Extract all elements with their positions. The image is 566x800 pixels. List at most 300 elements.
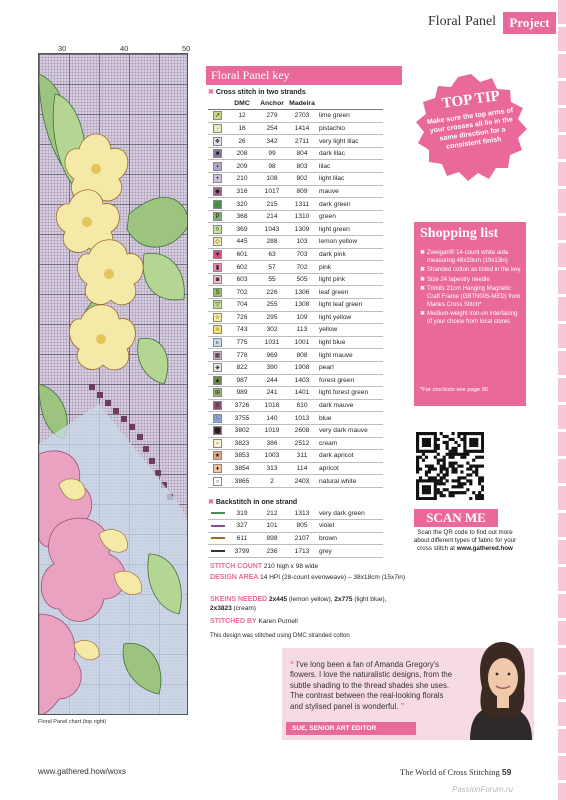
madeira-code: 311 [287,450,317,463]
anchor-code: 214 [257,210,287,223]
stockists-note: *For stockists see page 90 [420,387,489,393]
dmc-code: 3799 [227,545,257,558]
key-row [208,336,383,349]
page-number: 59 [501,767,512,777]
key-row [208,248,383,261]
skein-desc: (light blue), [354,596,387,603]
cross-stitch-chart [38,53,188,715]
thread-name: light green [317,223,383,236]
symbol-column-header [208,97,227,110]
madeira-code: 1908 [287,361,317,374]
key-row [208,122,383,135]
thread-symbol [208,236,227,249]
color-swatch: ♥ [213,250,222,259]
color-swatch: ♦ [213,464,222,473]
anchor-code: 1043 [257,223,287,236]
dmc-code: 316 [227,185,257,198]
thread-name: light blue [317,336,383,349]
backstitch-key-table [208,507,383,558]
line-swatch [211,550,225,552]
qr-code[interactable] [416,432,484,500]
shopping-list-title: Shopping list [414,222,526,246]
madeira-code: 2107 [287,532,317,545]
stitch-count [210,563,406,572]
thread-note: This design was stitched using DMC stranded cotton [210,633,350,639]
thread-symbol [208,248,227,261]
madeira-code: 1403 [287,374,317,387]
anchor-code: 57 [257,261,287,274]
key-row [208,361,383,374]
stitched-by-label: STITCHED BY [210,618,257,625]
key-row [208,198,383,211]
dmc-code: 704 [227,299,257,312]
color-swatch: ▲ [214,377,221,384]
skeins-needed [210,596,406,613]
editor-quote [290,660,458,712]
thread-name: lime green [317,110,383,123]
project-tab: Project [503,12,556,34]
anchor-code: 1003 [257,450,287,463]
thread-symbol [208,286,227,299]
dmc-code: 989 [227,387,257,400]
thread-symbol [208,198,227,211]
thread-symbol [208,185,227,198]
color-swatch: ○ [213,477,222,486]
line-swatch [211,537,225,539]
thread-name: dark pink [317,248,383,261]
dmc-code: 603 [227,273,257,286]
color-swatch: ↗ [214,113,221,120]
thread-symbol [208,424,227,437]
key-row [208,110,383,123]
color-swatch: ★ [214,453,221,460]
shopping-item [420,250,521,265]
thread-name: brown [317,532,383,545]
thread-name: dark green [317,198,383,211]
color-swatch: ▽ [213,300,222,309]
backstitch-heading-label: Backstitch in one strand [215,499,298,506]
skein-amount: 2x775 [334,596,353,603]
madeira-code: 1013 [287,412,317,425]
scan-me-label: SCAN ME [414,509,498,527]
color-swatch: X [213,401,222,410]
anchor-code: 241 [257,387,287,400]
anchor-code: 313 [257,462,287,475]
top-tip-text: Make sure the top arms of your crosses all lie in the same direction for a consistent finish [426,107,514,151]
thread-name: light pink [317,273,383,286]
backstitch-row [208,545,383,558]
column-header: Anchor [257,97,287,110]
key-row [208,311,383,324]
madeira-code: 1313 [287,507,317,520]
cross-mark-icon: ✖ [420,267,426,274]
anchor-code: 255 [257,299,287,312]
shopping-item [420,286,521,309]
line-swatch [211,512,225,514]
anchor-code: 215 [257,198,287,211]
key-row [208,173,383,186]
madeira-code: 810 [287,399,317,412]
thread-name: violet [317,520,383,533]
chart-axis-label: 40 [120,44,129,53]
skeins-label: SKEINS NEEDED [210,596,268,603]
color-swatch: ▮ [213,263,222,272]
skein-amount: 2x3823 [210,604,232,612]
shopping-item-text: Size 24 tapestry needle [427,276,490,283]
anchor-code: 1019 [257,424,287,437]
thread-symbol [208,135,227,148]
anchor-code: 99 [257,147,287,160]
chart-axis-label: 30 [58,44,67,53]
anchor-code: 101 [257,520,287,533]
color-swatch: + [213,174,222,183]
anchor-code: 342 [257,135,287,148]
madeira-code: 1309 [287,223,317,236]
anchor-code: 1017 [257,185,287,198]
publication-name: The World of Cross Stitching [400,767,500,777]
thread-name: blue [317,412,383,425]
anchor-code: 236 [257,545,287,558]
dmc-code: 3823 [227,437,257,450]
anchor-code: 302 [257,324,287,337]
key-row [208,223,383,236]
color-swatch: ▹ [213,338,222,347]
key-row [208,273,383,286]
anchor-code: 2 [257,475,287,488]
top-tip-heading: TOP TIP [440,88,501,112]
backstitch-symbol [208,532,227,545]
cross-mark-icon: ✖ [420,250,426,256]
madeira-code: 2703 [287,110,317,123]
color-swatch: ◇ [213,237,222,246]
key-row [208,147,383,160]
thread-name: cream [317,437,383,450]
shopping-list-box [414,246,526,406]
color-swatch: ◙ [213,275,222,284]
thread-name: light lilac [317,173,383,186]
thread-name: light leaf green [317,299,383,312]
chart-caption: Floral Panel chart (top right) [38,719,107,725]
key-row [208,324,383,337]
watermark: PassionForum.ru [452,785,513,794]
cross-mark-icon: ✖ [420,276,426,283]
thread-name: very light lilac [317,135,383,148]
footer-publication [400,767,511,777]
stitched-by [210,618,406,627]
madeira-code: 1310 [287,210,317,223]
dmc-code: 3755 [227,412,257,425]
madeira-code: 103 [287,236,317,249]
thread-symbol [208,361,227,374]
thread-symbol [208,110,227,123]
madeira-code: 1414 [287,122,317,135]
cross-stitch-heading-label: Cross stitch in two strands [215,89,306,96]
color-swatch: ⊞ [214,390,221,397]
backstitch-symbol [208,520,227,533]
thread-name: green [317,210,383,223]
thread-symbol [208,261,227,274]
madeira-code: 2711 [287,135,317,148]
madeira-code: 114 [287,462,317,475]
key-row [208,462,383,475]
stitch-count-label: STITCH COUNT [210,563,263,570]
skein-desc: (lemon yellow), [288,596,333,603]
thread-symbol [208,412,227,425]
thread-name: light forest green [317,387,383,400]
anchor-code: 63 [257,248,287,261]
cross-stitch-heading [208,88,306,96]
dmc-code: 3726 [227,399,257,412]
key-row [208,437,383,450]
anchor-code: 254 [257,122,287,135]
dmc-code: 369 [227,223,257,236]
leaf-shape [143,253,184,300]
thread-name: forest green [317,374,383,387]
thread-symbol [208,450,227,463]
color-swatch: ▫ [213,439,222,448]
thread-symbol [208,437,227,450]
madeira-code: 808 [287,349,317,362]
thread-name: dark mauve [317,399,383,412]
design-area [210,574,406,583]
quote-mark-icon: ” [400,701,405,711]
stitched-by-value: Karen Purnell [258,618,298,625]
design-area-label: DESIGN AREA [210,574,259,581]
key-row [208,286,383,299]
madeira-code: 2512 [287,437,317,450]
thread-name: lilac [317,160,383,173]
thread-name: leaf green [317,286,383,299]
color-swatch: ■ [213,149,222,158]
dmc-code: 987 [227,374,257,387]
thread-symbol [208,462,227,475]
dmc-code: 726 [227,311,257,324]
backstitch-row [208,507,383,520]
quote-mark-icon: “ [290,660,294,669]
stitch-count-value: 210 high x 98 wide [263,563,319,570]
thread-symbol [208,324,227,337]
key-row [208,261,383,274]
color-swatch: ❖ [214,138,221,145]
shopping-item-text: Zweigart® 14-count white aida measuring 48x33cm (19x13in) [427,250,509,264]
madeira-code: 804 [287,147,317,160]
thread-name: yellow [317,324,383,337]
line-swatch [211,525,225,527]
anchor-code: 1031 [257,336,287,349]
madeira-code: 809 [287,185,317,198]
thread-symbol [208,122,227,135]
key-row [208,299,383,312]
thread-symbol [208,210,227,223]
dmc-code: 602 [227,261,257,274]
dmc-code: 611 [227,532,257,545]
madeira-code: 805 [287,520,317,533]
madeira-code: 702 [287,261,317,274]
column-header: DMC [227,97,257,110]
dmc-code: 320 [227,198,257,211]
backstitch-symbol [208,507,227,520]
thread-name: natural white [317,475,383,488]
madeira-code: 2403 [287,475,317,488]
scan-text [410,529,520,553]
key-header-row [208,97,383,110]
chart-artwork [39,54,188,715]
madeira-code: 1311 [287,198,317,211]
madeira-code: 802 [287,173,317,186]
qr-code-graphic [416,432,484,500]
dmc-code: 3865 [227,475,257,488]
thread-symbol [208,299,227,312]
thread-name: apricot [317,462,383,475]
anchor-code: 386 [257,437,287,450]
dmc-code: 601 [227,248,257,261]
color-swatch: ▦ [214,352,221,359]
editor-name: SUE, SENIOR ART EDITOR [286,722,416,735]
thread-symbol [208,173,227,186]
thread-symbol [208,374,227,387]
madeira-code: 1401 [287,387,317,400]
madeira-code: 109 [287,311,317,324]
madeira-code: 505 [287,273,317,286]
thread-symbol [208,399,227,412]
dmc-code: 208 [227,147,257,160]
anchor-code: 390 [257,361,287,374]
thread-symbol [208,311,227,324]
key-row [208,450,383,463]
backstitch-row [208,532,383,545]
thread-symbol [208,349,227,362]
footer-url[interactable]: www.gathered.how/woxs [38,767,127,776]
cross-mark-icon: ✖ [420,311,426,318]
madeira-code: 2608 [287,424,317,437]
anchor-code: 212 [257,507,287,520]
scan-description: Scan the QR code to find out more about different types of fabric for your cross stitch at [413,529,517,552]
thread-symbol [208,273,227,286]
key-row [208,412,383,425]
thread-symbol [208,336,227,349]
backstitch-row [208,520,383,533]
editor-quote-text: I've long been a fan of Amanda Gregory's flowers. I love the naturalistic designs, from the subtle shading to the thread shades she uses. The contrast between the real-looking florals and stylised panel is wonderful. [290,660,453,711]
thread-key-table [208,97,383,488]
section-title: Floral Panel [428,14,497,29]
key-row [208,135,383,148]
key-title: Floral Panel key [206,66,402,85]
dmc-code: 16 [227,122,257,135]
thread-name: light yellow [317,311,383,324]
color-swatch: ◆ [213,187,222,196]
color-swatch: Ⓛ [214,415,221,422]
color-swatch: ⬤ [214,428,221,435]
color-swatch: ▪ [213,162,222,171]
cross-mark-icon: ✖ [420,286,426,293]
key-row [208,424,383,437]
dmc-code: 3853 [227,450,257,463]
dmc-code: 210 [227,173,257,186]
shopping-item [420,267,521,275]
anchor-code: 279 [257,110,287,123]
column-header: Madeira [287,97,317,110]
dmc-code: 327 [227,520,257,533]
key-row [208,185,383,198]
thread-symbol [208,475,227,488]
anchor-code: 226 [257,286,287,299]
thread-name: lemon yellow [317,236,383,249]
dmc-code: 209 [227,160,257,173]
madeira-code: 113 [287,324,317,337]
color-swatch: ☆ [214,314,221,321]
backstitch-symbol [208,545,227,558]
thread-name: light mauve [317,349,383,362]
thread-name: pistachio [317,122,383,135]
shopping-item-text: Trimits 21cm Hanging Magnetic Craft Frame (GBTN005-MED) from Maries Cross Stitch* [427,286,521,308]
key-row [208,160,383,173]
shopping-item [420,311,521,326]
anchor-code: 108 [257,173,287,186]
thread-name: grey [317,545,383,558]
color-swatch: P [213,212,222,221]
thread-name: very dark green [317,507,383,520]
scan-url-link[interactable]: www.gathered.how [456,545,513,552]
color-swatch: · [213,124,222,133]
thread-name: pearl [317,361,383,374]
thread-name: very dark mauve [317,424,383,437]
dmc-code: 368 [227,210,257,223]
top-tip-badge [412,72,530,184]
dmc-code: 26 [227,135,257,148]
color-swatch: S [213,288,222,297]
thread-symbol [208,387,227,400]
cross-mark-icon: ✖ [208,499,214,506]
madeira-code: 1713 [287,545,317,558]
key-row [208,210,383,223]
key-row [208,374,383,387]
thread-symbol [208,147,227,160]
anchor-code: 969 [257,349,287,362]
key-row [208,349,383,362]
portrait-graphic [460,636,540,740]
thread-name: dark apricot [317,450,383,463]
anchor-code: 140 [257,412,287,425]
key-row [208,387,383,400]
editor-portrait [460,636,540,740]
color-swatch: ♀ [213,325,222,334]
leaf-shape [138,338,168,384]
skein-amount: 2x445 [269,596,288,603]
dmc-code: 12 [227,110,257,123]
dmc-code: 445 [227,236,257,249]
dmc-code: 3854 [227,462,257,475]
dmc-code: 319 [227,507,257,520]
madeira-code: 1308 [287,299,317,312]
side-stripe-decoration [558,0,566,800]
thread-symbol [208,160,227,173]
shopping-item-text: Stranded cotton as listed in the key [427,267,521,274]
madeira-code: 803 [287,160,317,173]
color-swatch: ◊ [213,225,222,234]
anchor-code: 55 [257,273,287,286]
leaf-shape [127,197,188,247]
anchor-code: 288 [257,236,287,249]
name-column-header [317,97,383,110]
thread-name: mauve [317,185,383,198]
key-row [208,475,383,488]
dmc-code: 743 [227,324,257,337]
thread-name: dark lilac [317,147,383,160]
key-row [208,236,383,249]
design-area-value: 14 HPI (28-count evenweave) – 38x18cm (15x7in) [260,574,406,581]
anchor-code: 98 [257,160,287,173]
dmc-code: 778 [227,349,257,362]
